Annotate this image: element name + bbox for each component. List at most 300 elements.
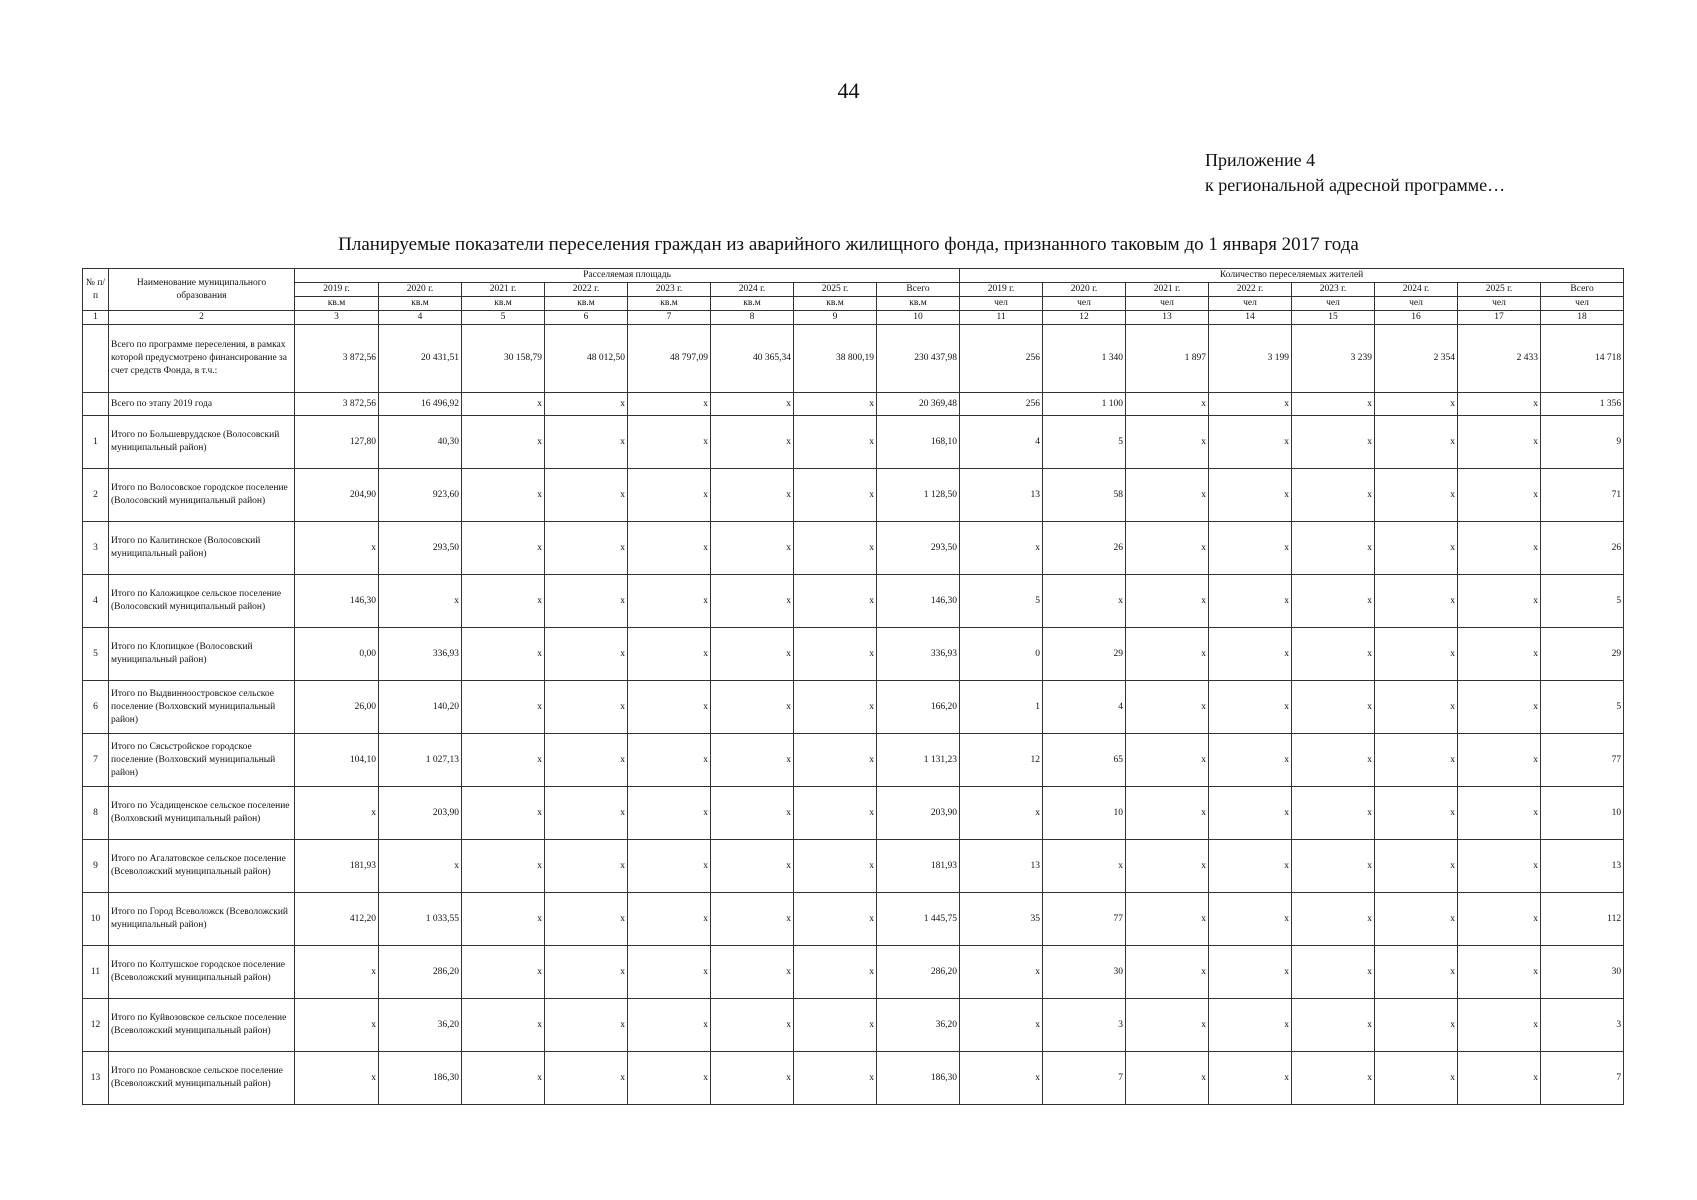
people-cell: x: [1292, 681, 1375, 734]
table-row: [83, 999, 1624, 1052]
area-cell: x: [794, 999, 877, 1052]
people-cell: x: [1458, 840, 1541, 893]
area-cell: x: [794, 840, 877, 893]
row-name: Итого по Куйвозовское сельское поселение (Всеволожский муниципальный район): [109, 999, 295, 1052]
people-cell: x: [1209, 628, 1292, 681]
area-cell: x: [794, 787, 877, 840]
area-cell: x: [462, 393, 545, 416]
area-year-header: 2024 г.: [711, 283, 794, 297]
area-cell: x: [545, 575, 628, 628]
area-cell: x: [628, 522, 711, 575]
header-units-row: [83, 297, 1624, 311]
area-cell: x: [545, 469, 628, 522]
people-cell: 71: [1541, 469, 1624, 522]
area-unit-header: кв.м: [711, 297, 794, 311]
people-year-header: Всего: [1541, 283, 1624, 297]
area-cell: x: [794, 393, 877, 416]
header-name: Наименование муниципального образования: [109, 269, 295, 311]
area-cell: 186,30: [379, 1052, 462, 1105]
people-cell: 77: [1541, 734, 1624, 787]
table-row: [83, 840, 1624, 893]
table-row: [83, 1052, 1624, 1105]
area-cell: x: [545, 393, 628, 416]
area-cell: x: [462, 1052, 545, 1105]
people-cell: 7: [1043, 1052, 1126, 1105]
row-number: [83, 325, 109, 393]
row-number: 12: [83, 999, 109, 1052]
people-cell: x: [1458, 628, 1541, 681]
column-number: 1: [83, 311, 109, 325]
people-cell: 1 897: [1126, 325, 1209, 393]
area-cell: 20 431,51: [379, 325, 462, 393]
people-cell: x: [1209, 840, 1292, 893]
table-row: [83, 628, 1624, 681]
column-number: 17: [1458, 311, 1541, 325]
people-cell: x: [960, 522, 1043, 575]
area-cell: 38 800,19: [794, 325, 877, 393]
area-unit-header: кв.м: [379, 297, 462, 311]
column-number: 11: [960, 311, 1043, 325]
people-cell: 256: [960, 325, 1043, 393]
people-cell: 30: [1541, 946, 1624, 999]
people-unit-header: чел: [1292, 297, 1375, 311]
column-number: 2: [109, 311, 295, 325]
people-cell: 14 718: [1541, 325, 1624, 393]
area-cell: x: [628, 734, 711, 787]
row-number: 5: [83, 628, 109, 681]
area-cell: x: [628, 416, 711, 469]
table-row: [83, 522, 1624, 575]
people-cell: x: [960, 946, 1043, 999]
area-cell: 286,20: [379, 946, 462, 999]
people-year-header: 2022 г.: [1209, 283, 1292, 297]
header-column-numbers-row: [83, 311, 1624, 325]
people-cell: 0: [960, 628, 1043, 681]
people-cell: x: [1209, 946, 1292, 999]
people-cell: 4: [1043, 681, 1126, 734]
column-number: 16: [1375, 311, 1458, 325]
area-cell: x: [628, 840, 711, 893]
people-cell: 30: [1043, 946, 1126, 999]
area-unit-header: кв.м: [295, 297, 379, 311]
people-cell: 10: [1541, 787, 1624, 840]
row-number: 9: [83, 840, 109, 893]
people-cell: x: [1458, 787, 1541, 840]
people-unit-header: чел: [1209, 297, 1292, 311]
area-cell: x: [379, 575, 462, 628]
people-cell: x: [1292, 946, 1375, 999]
people-cell: x: [1375, 999, 1458, 1052]
table-body: [83, 325, 1624, 1105]
column-number: 18: [1541, 311, 1624, 325]
people-cell: x: [1375, 734, 1458, 787]
area-cell: x: [462, 628, 545, 681]
area-cell: x: [711, 469, 794, 522]
area-cell: x: [462, 946, 545, 999]
row-number: 13: [83, 1052, 109, 1105]
area-cell: x: [711, 999, 794, 1052]
area-cell: x: [628, 393, 711, 416]
area-cell: 0,00: [295, 628, 379, 681]
area-cell: 48 012,50: [545, 325, 628, 393]
people-cell: x: [1292, 734, 1375, 787]
area-cell: x: [545, 999, 628, 1052]
document-title: Планируемые показатели переселения граждан из аварийного жилищного фонда, признанного таковым до 1 января 2017 года: [338, 234, 1359, 255]
people-cell: 2 354: [1375, 325, 1458, 393]
people-cell: 13: [960, 840, 1043, 893]
people-cell: x: [1126, 893, 1209, 946]
people-cell: x: [1126, 416, 1209, 469]
people-cell: x: [1458, 946, 1541, 999]
area-cell: x: [711, 575, 794, 628]
people-cell: x: [1126, 469, 1209, 522]
people-cell: x: [1209, 1052, 1292, 1105]
people-cell: 29: [1043, 628, 1126, 681]
people-cell: x: [1292, 393, 1375, 416]
area-cell: 146,30: [877, 575, 960, 628]
area-cell: 1 128,50: [877, 469, 960, 522]
area-cell: 20 369,48: [877, 393, 960, 416]
area-cell: 1 033,55: [379, 893, 462, 946]
area-year-header: 2020 г.: [379, 283, 462, 297]
people-cell: x: [1375, 469, 1458, 522]
people-cell: x: [1292, 575, 1375, 628]
area-cell: x: [794, 469, 877, 522]
people-cell: x: [1375, 946, 1458, 999]
people-cell: x: [1043, 575, 1126, 628]
people-cell: 3: [1541, 999, 1624, 1052]
area-cell: x: [711, 1052, 794, 1105]
row-name: Итого по Сясьстройское городское поселение (Волховский муниципальный район): [109, 734, 295, 787]
area-cell: x: [462, 681, 545, 734]
people-year-header: 2021 г.: [1126, 283, 1209, 297]
area-cell: x: [628, 893, 711, 946]
people-cell: x: [1126, 999, 1209, 1052]
people-cell: x: [1209, 787, 1292, 840]
area-cell: 1 445,75: [877, 893, 960, 946]
area-cell: 1 027,13: [379, 734, 462, 787]
area-year-header: 2019 г.: [295, 283, 379, 297]
column-number: 6: [545, 311, 628, 325]
area-cell: 203,90: [877, 787, 960, 840]
people-cell: 3: [1043, 999, 1126, 1052]
area-cell: 168,10: [877, 416, 960, 469]
people-cell: 256: [960, 393, 1043, 416]
people-cell: x: [1375, 787, 1458, 840]
area-cell: x: [711, 681, 794, 734]
table-row: [83, 416, 1624, 469]
area-year-header: 2023 г.: [628, 283, 711, 297]
area-year-header: 2021 г.: [462, 283, 545, 297]
area-cell: x: [628, 469, 711, 522]
people-year-header: 2023 г.: [1292, 283, 1375, 297]
area-cell: 336,93: [379, 628, 462, 681]
area-cell: x: [794, 416, 877, 469]
area-cell: 36,20: [877, 999, 960, 1052]
people-cell: x: [1458, 681, 1541, 734]
people-cell: x: [1126, 575, 1209, 628]
area-cell: 16 496,92: [379, 393, 462, 416]
people-cell: x: [1126, 946, 1209, 999]
people-cell: x: [1458, 734, 1541, 787]
table-row: [83, 575, 1624, 628]
row-name: Итого по Клопицкое (Волосовский муниципальный район): [109, 628, 295, 681]
area-cell: x: [794, 628, 877, 681]
people-cell: x: [1458, 416, 1541, 469]
people-cell: 5: [1541, 681, 1624, 734]
area-unit-header: кв.м: [545, 297, 628, 311]
area-cell: x: [462, 893, 545, 946]
area-cell: 181,93: [877, 840, 960, 893]
people-cell: x: [1375, 522, 1458, 575]
people-cell: 2 433: [1458, 325, 1541, 393]
area-cell: x: [462, 469, 545, 522]
column-number: 5: [462, 311, 545, 325]
people-cell: x: [1292, 840, 1375, 893]
people-cell: 7: [1541, 1052, 1624, 1105]
stage-total-row: [83, 393, 1624, 416]
area-cell: x: [628, 787, 711, 840]
people-cell: 29: [1541, 628, 1624, 681]
area-cell: x: [628, 575, 711, 628]
people-cell: x: [1458, 393, 1541, 416]
people-cell: x: [1375, 893, 1458, 946]
people-cell: x: [1458, 1052, 1541, 1105]
people-cell: 58: [1043, 469, 1126, 522]
row-name: Итого по Романовское сельское поселение (Всеволожский муниципальный район): [109, 1052, 295, 1105]
people-cell: x: [1292, 893, 1375, 946]
area-cell: 127,80: [295, 416, 379, 469]
area-cell: 286,20: [877, 946, 960, 999]
people-cell: x: [1375, 1052, 1458, 1105]
row-name: Итого по Колтушское городское поселение (Всеволожский муниципальный район): [109, 946, 295, 999]
people-cell: x: [1209, 522, 1292, 575]
area-cell: 230 437,98: [877, 325, 960, 393]
row-name: Всего по этапу 2019 года: [109, 393, 295, 416]
row-name: Итого по Город Всеволожск (Всеволожский муниципальный район): [109, 893, 295, 946]
column-number: 13: [1126, 311, 1209, 325]
row-number: [83, 393, 109, 416]
area-cell: x: [545, 628, 628, 681]
area-cell: 26,00: [295, 681, 379, 734]
people-cell: x: [1209, 393, 1292, 416]
area-cell: x: [794, 734, 877, 787]
area-cell: x: [794, 575, 877, 628]
people-cell: x: [1209, 893, 1292, 946]
people-cell: x: [1292, 628, 1375, 681]
people-cell: 26: [1043, 522, 1126, 575]
area-cell: x: [711, 393, 794, 416]
people-cell: 112: [1541, 893, 1624, 946]
table-row: [83, 946, 1624, 999]
row-name: Итого по Волосовское городское поселение (Волосовский муниципальный район): [109, 469, 295, 522]
people-cell: x: [1292, 522, 1375, 575]
people-cell: x: [1209, 681, 1292, 734]
area-cell: x: [379, 840, 462, 893]
people-cell: x: [1209, 575, 1292, 628]
table-row: [83, 469, 1624, 522]
area-cell: x: [711, 522, 794, 575]
header-years-row: [83, 283, 1624, 297]
people-cell: 13: [960, 469, 1043, 522]
people-cell: x: [1292, 999, 1375, 1052]
people-unit-header: чел: [1126, 297, 1209, 311]
row-number: 11: [83, 946, 109, 999]
area-cell: 293,50: [379, 522, 462, 575]
people-cell: 10: [1043, 787, 1126, 840]
page-number: 44: [837, 78, 860, 103]
column-number: 7: [628, 311, 711, 325]
area-cell: x: [628, 946, 711, 999]
people-cell: 1: [960, 681, 1043, 734]
people-cell: x: [1375, 575, 1458, 628]
program-total-row: [83, 325, 1624, 393]
area-cell: x: [545, 522, 628, 575]
people-cell: 12: [960, 734, 1043, 787]
area-cell: 140,20: [379, 681, 462, 734]
row-number: 1: [83, 416, 109, 469]
people-cell: x: [1209, 734, 1292, 787]
header-people-group: Количество переселяемых жителей: [960, 269, 1624, 283]
area-cell: 336,93: [877, 628, 960, 681]
area-cell: x: [462, 999, 545, 1052]
people-cell: x: [1458, 469, 1541, 522]
people-cell: x: [1209, 469, 1292, 522]
resettlement-table: [82, 268, 1624, 1105]
column-number: 9: [794, 311, 877, 325]
area-cell: 203,90: [379, 787, 462, 840]
people-cell: x: [1126, 628, 1209, 681]
row-name: Итого по Калитинское (Волосовский муниципальный район): [109, 522, 295, 575]
area-cell: 1 131,23: [877, 734, 960, 787]
area-cell: x: [545, 1052, 628, 1105]
area-cell: 3 872,56: [295, 393, 379, 416]
people-cell: x: [1126, 1052, 1209, 1105]
table-row: [83, 734, 1624, 787]
area-cell: x: [628, 1052, 711, 1105]
area-cell: x: [711, 734, 794, 787]
row-number: 4: [83, 575, 109, 628]
people-year-header: 2025 г.: [1458, 283, 1541, 297]
header-num: № п/п: [83, 269, 109, 311]
area-cell: 36,20: [379, 999, 462, 1052]
row-number: 2: [83, 469, 109, 522]
people-cell: x: [1375, 416, 1458, 469]
area-cell: 923,60: [379, 469, 462, 522]
people-cell: 35: [960, 893, 1043, 946]
people-cell: x: [1458, 575, 1541, 628]
people-cell: x: [1043, 840, 1126, 893]
area-unit-header: кв.м: [628, 297, 711, 311]
area-cell: x: [794, 893, 877, 946]
area-cell: x: [711, 787, 794, 840]
people-cell: x: [960, 999, 1043, 1052]
people-cell: 9: [1541, 416, 1624, 469]
people-cell: x: [960, 1052, 1043, 1105]
column-number: 15: [1292, 311, 1375, 325]
area-cell: x: [545, 946, 628, 999]
area-cell: 48 797,09: [628, 325, 711, 393]
people-cell: x: [1292, 416, 1375, 469]
people-cell: x: [1126, 681, 1209, 734]
people-cell: 26: [1541, 522, 1624, 575]
area-cell: x: [295, 999, 379, 1052]
column-number: 10: [877, 311, 960, 325]
area-cell: x: [794, 681, 877, 734]
people-cell: x: [1375, 393, 1458, 416]
people-cell: x: [1126, 840, 1209, 893]
people-cell: 1 340: [1043, 325, 1126, 393]
area-cell: 3 872,56: [295, 325, 379, 393]
people-unit-header: чел: [1375, 297, 1458, 311]
area-cell: x: [545, 840, 628, 893]
people-cell: 1 356: [1541, 393, 1624, 416]
people-cell: 77: [1043, 893, 1126, 946]
area-cell: x: [545, 416, 628, 469]
people-cell: x: [1126, 787, 1209, 840]
area-cell: 186,30: [877, 1052, 960, 1105]
people-unit-header: чел: [1458, 297, 1541, 311]
area-cell: x: [295, 522, 379, 575]
area-cell: x: [794, 1052, 877, 1105]
table-row: [83, 681, 1624, 734]
area-cell: 146,30: [295, 575, 379, 628]
area-cell: x: [711, 416, 794, 469]
area-cell: x: [545, 681, 628, 734]
area-year-header: 2025 г.: [794, 283, 877, 297]
people-unit-header: чел: [1043, 297, 1126, 311]
area-cell: 40 365,34: [711, 325, 794, 393]
people-cell: 1 100: [1043, 393, 1126, 416]
row-number: 3: [83, 522, 109, 575]
area-cell: 293,50: [877, 522, 960, 575]
row-number: 10: [83, 893, 109, 946]
people-year-header: 2020 г.: [1043, 283, 1126, 297]
area-cell: x: [462, 575, 545, 628]
area-cell: x: [545, 734, 628, 787]
area-unit-header: кв.м: [794, 297, 877, 311]
row-name: Итого по Усадищенское сельское поселение (Волховский муниципальный район): [109, 787, 295, 840]
people-cell: x: [960, 787, 1043, 840]
area-cell: x: [628, 681, 711, 734]
people-cell: x: [1458, 999, 1541, 1052]
area-cell: 181,93: [295, 840, 379, 893]
area-cell: 412,20: [295, 893, 379, 946]
people-unit-header: чел: [960, 297, 1043, 311]
people-cell: 5: [960, 575, 1043, 628]
appendix-line-2: к региональной адресной программе…: [1205, 175, 1506, 195]
row-number: 6: [83, 681, 109, 734]
area-year-header: Всего: [877, 283, 960, 297]
area-cell: x: [462, 522, 545, 575]
area-cell: x: [462, 416, 545, 469]
people-cell: 3 199: [1209, 325, 1292, 393]
row-number: 7: [83, 734, 109, 787]
area-cell: 166,20: [877, 681, 960, 734]
people-cell: 4: [960, 416, 1043, 469]
area-cell: x: [711, 893, 794, 946]
people-unit-header: чел: [1541, 297, 1624, 311]
people-cell: x: [1375, 840, 1458, 893]
people-cell: x: [1126, 734, 1209, 787]
area-cell: x: [545, 787, 628, 840]
appendix-note: [1205, 148, 1505, 198]
people-cell: x: [1292, 787, 1375, 840]
area-cell: 30 158,79: [462, 325, 545, 393]
area-cell: 40,30: [379, 416, 462, 469]
area-cell: x: [628, 999, 711, 1052]
people-cell: x: [1458, 522, 1541, 575]
